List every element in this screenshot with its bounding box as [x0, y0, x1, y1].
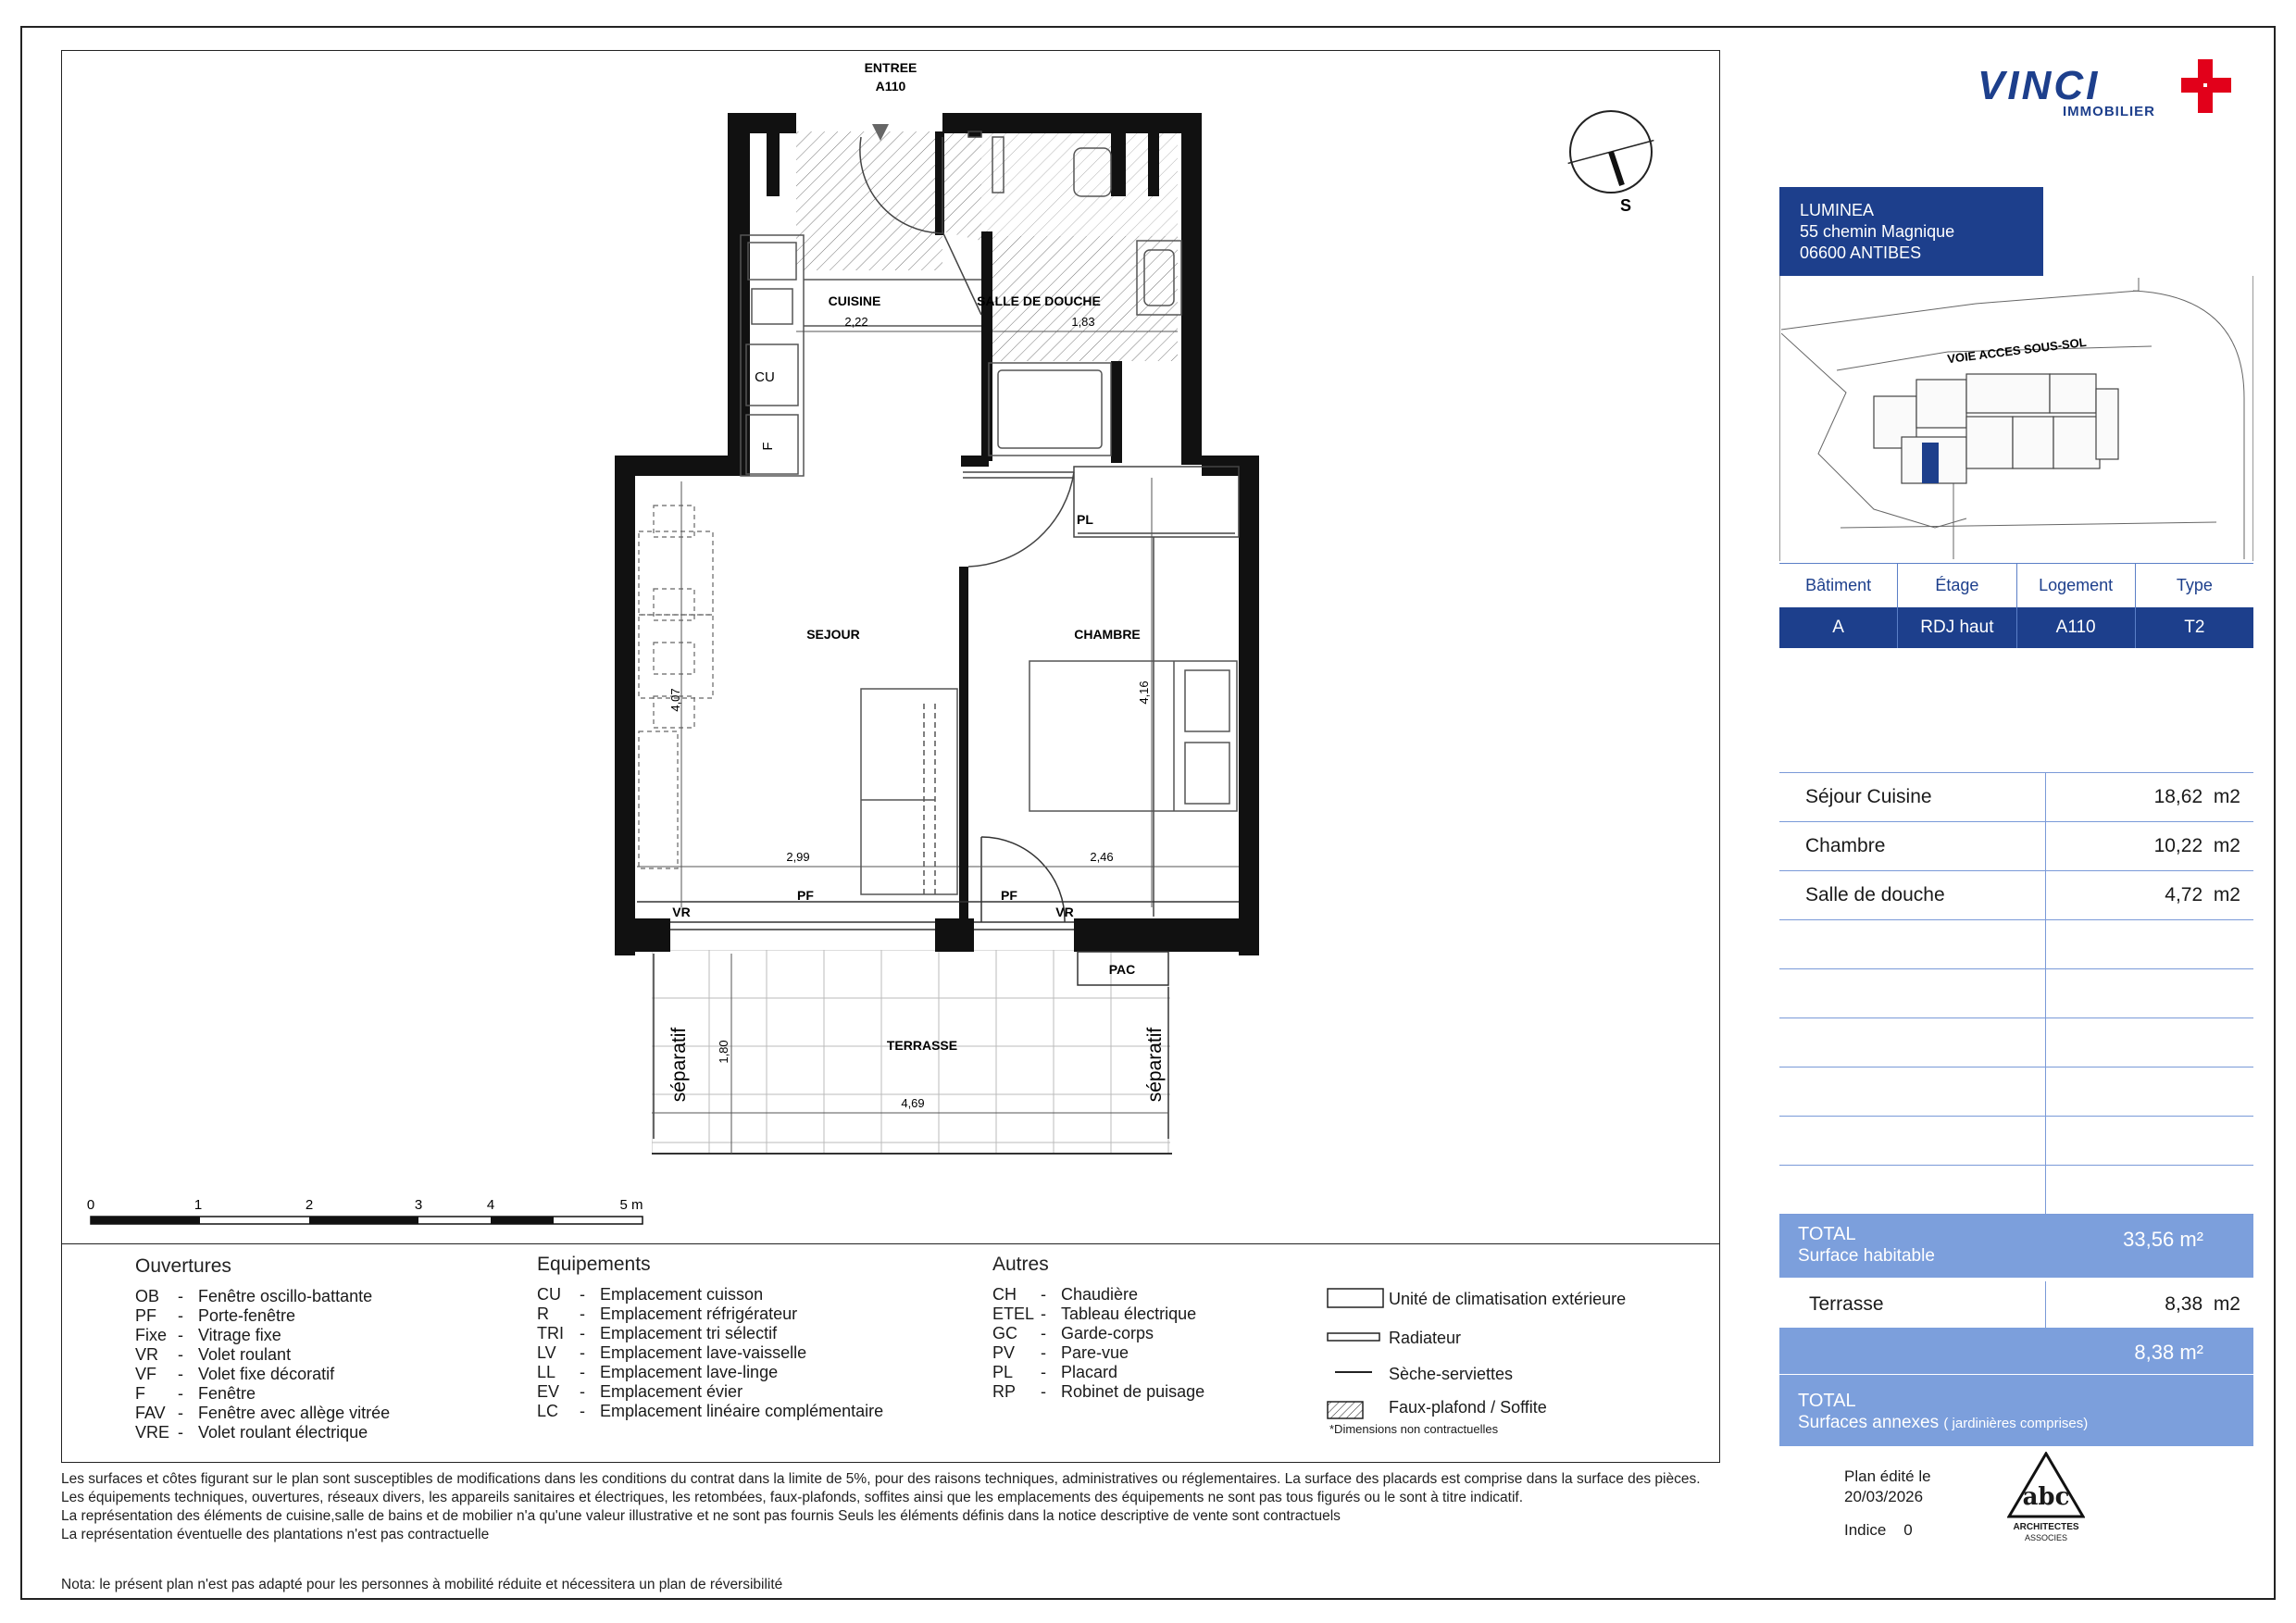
note-line: Les surfaces et côtes figurant sur le plan sont susceptibles de modifications dans les conditions du contrat dans la limite de 5%, pour des raisons techniques, administratives ou réglementaires. La surface des placards est comprise dans la surface des pièces.: [61, 1471, 1701, 1487]
bedroom-door: [963, 472, 1074, 567]
header-logement: Logement: [2017, 564, 2136, 608]
surface-row-empty: [1779, 1166, 2253, 1215]
legend-item: GC - Garde-corps: [992, 1324, 1154, 1342]
scale-label-3: 3: [414, 1197, 423, 1213]
total-habitable-sub: Surface habitable: [1798, 1246, 1935, 1266]
value-batiment: A: [1779, 607, 1898, 648]
legend-item: LL - Emplacement lave-linge: [537, 1363, 779, 1381]
room-pac: PAC: [1108, 962, 1136, 977]
legend-item: CH - Chaudière: [992, 1285, 1139, 1304]
value-etage: RDJ haut: [1898, 607, 2016, 648]
compass-label: S: [1619, 196, 1632, 215]
legend-item: Fixe - Vitrage fixe: [135, 1326, 281, 1344]
surface-row: Séjour Cuisine 18,62 m2: [1779, 773, 2253, 822]
total-annexes-sub: Surfaces annexes: [1798, 1413, 1940, 1432]
total-annexes-value: 8,38 m²: [2134, 1341, 2203, 1364]
total-annexes-note: ( jardinières comprises): [1943, 1416, 2089, 1431]
dim-cuisine: 2,22: [844, 315, 868, 329]
room-sejour: SEJOUR: [806, 627, 860, 642]
opening-pf-chambre: PF: [1001, 888, 1017, 903]
legend-item: PF - Porte-fenêtre: [135, 1306, 296, 1325]
legend-item: VRE - Volet roulant électrique: [135, 1423, 368, 1442]
brand-name: VINCI: [1978, 63, 2101, 108]
scale-bar: [91, 1217, 643, 1224]
legend-symbols: [1324, 1283, 1389, 1422]
legend-faux-plafond: Faux-plafond / Soffite: [1389, 1398, 1547, 1417]
architect-logo-text: abc: [2022, 1483, 2070, 1511]
project-address2: 06600 ANTIBES: [1800, 243, 1922, 262]
legend-item: LC - Emplacement linéaire complémentaire: [537, 1402, 884, 1420]
unit-location-marker: [1922, 443, 1939, 483]
header-batiment: Bâtiment: [1779, 564, 1898, 608]
legend-radiateur: Radiateur: [1389, 1329, 1462, 1347]
room-salle-de-douche: SALLE DE DOUCHE: [977, 293, 1101, 308]
header-type: Type: [2176, 576, 2213, 594]
brand-sub: IMMOBILIER: [2063, 104, 2155, 119]
room-terrasse: TERRASSE: [886, 1038, 958, 1053]
scale-label-2: 2: [305, 1197, 314, 1213]
note-line: Les équipements techniques, ouvertures, réseaux divers, les appareils sanitaires et électriques, les retombées, faux-plafonds, soffites ainsi que les emplacements des équipements ne sont pas tous figurés ou le sont à titre indicatif.: [61, 1490, 1524, 1505]
total-habitable-value: 33,56 m²: [2123, 1228, 2203, 1251]
legend-equipements-list: [537, 1285, 883, 1421]
radiator-icon: [1328, 1333, 1379, 1341]
dim-terrasse-depth: 1,80: [717, 1040, 730, 1064]
edition-info: [1844, 1467, 1931, 1541]
architect-sub: ASSOCIES: [2024, 1533, 2067, 1542]
value-logement: A110: [2017, 607, 2136, 648]
legend-autres-title: Autres: [992, 1254, 1049, 1275]
room-chambre: CHAMBRE: [1074, 627, 1141, 642]
note-line: La représentation des éléments de cuisine,salle de bains et de mobilier n'a qu'une valeur illustrative et ne sont pas fournis Seuls les éléments définis dans la notice descriptive de vente sont contractuels: [61, 1508, 1341, 1524]
unit-table-values: [1779, 607, 2253, 648]
project-info: [1779, 187, 2043, 276]
annex-row: Terrasse 8,38 m2: [1779, 1281, 2253, 1328]
project-name: LUMINEA: [1800, 201, 1875, 219]
dining-furniture: [639, 506, 713, 868]
total-habitable-label: TOTAL: [1798, 1224, 1856, 1244]
edition-label: Plan édité le: [1844, 1467, 1931, 1485]
legend-item: CU - Emplacement cuisson: [537, 1285, 764, 1304]
legend-item: ETEL - Tableau électrique: [992, 1305, 1197, 1323]
legend-equipements-title: Equipements: [537, 1254, 651, 1275]
opening-vr-chambre: VR: [1055, 905, 1074, 919]
legend-autres-list: [992, 1285, 1204, 1402]
note-pmr: Nota: le présent plan n'est pas adapté pour les personnes à mobilité réduite et nécessitera un plan de réversibilité: [61, 1577, 783, 1592]
separatif-right: séparatif: [1144, 1027, 1166, 1103]
surface-row-empty: [1779, 969, 2253, 1018]
entry-unit: A110: [875, 79, 906, 94]
surface-row-empty: [1779, 1117, 2253, 1166]
legend-item: FAV - Fenêtre avec allège vitrée: [135, 1404, 391, 1422]
opening-pf-sejour: PF: [797, 888, 814, 903]
site-road-label: VOIE ACCES SOUS-SOL: [1946, 334, 2088, 367]
notes: [61, 1470, 1701, 1544]
total-annexes-sub-line: [1798, 1413, 2088, 1433]
room-cuisine: CUISINE: [828, 293, 881, 308]
scale-label-0: 0: [86, 1197, 95, 1213]
architect-name: ARCHITECTES: [2013, 1522, 2079, 1532]
project-address1: 55 chemin Magnique: [1800, 222, 1955, 241]
scale-label-5: 5 m: [619, 1197, 643, 1213]
vinci-logo: [1978, 57, 2237, 126]
bed: [1029, 661, 1237, 811]
separatif-left: séparatif: [668, 1027, 690, 1103]
dim-chambre-width: 2,46: [1090, 850, 1114, 864]
legend-item: TRI - Emplacement tri sélectif: [537, 1324, 778, 1342]
surface-row-empty: [1779, 1018, 2253, 1067]
legend-item: F - Fenêtre: [135, 1384, 256, 1403]
scale-label-1: 1: [193, 1197, 203, 1213]
legend-item: OB - Fenêtre oscillo-battante: [135, 1287, 373, 1305]
dim-terrasse-width: 4,69: [901, 1096, 925, 1110]
legend-item: PL - Placard: [992, 1363, 1118, 1381]
legend-item: VR - Volet roulant: [135, 1345, 292, 1364]
architect-logo: [2000, 1452, 2092, 1548]
equip-f: F: [760, 442, 776, 451]
equip-cu: CU: [755, 369, 775, 385]
openings: [637, 837, 1239, 930]
room-pl: PL: [1077, 512, 1093, 527]
value-type: T2: [2184, 618, 2205, 637]
surface-row-empty: [1779, 920, 2253, 969]
entry-label: ENTREE: [864, 60, 917, 75]
legend-item: LV - Emplacement lave-vaisselle: [537, 1343, 807, 1362]
surface-row: Chambre 10,22 m2: [1779, 822, 2253, 871]
note-line: La représentation éventuelle des plantations n'est pas contractuelle: [61, 1527, 490, 1542]
site-plan: [1781, 278, 2252, 559]
legend-item: PV - Pare-vue: [992, 1343, 1129, 1362]
dim-douche: 1,83: [1071, 315, 1095, 329]
legend-item: EV - Emplacement évier: [537, 1382, 743, 1401]
dim-sejour-width: 2,99: [786, 850, 810, 864]
legend-clim: Unité de climatisation extérieure: [1389, 1290, 1627, 1308]
header-etage: Étage: [1898, 564, 2016, 608]
total-annexes-divider: [1779, 1374, 2253, 1375]
dim-chambre-depth: 4,16: [1137, 680, 1151, 705]
legend-seche: Sèche-serviettes: [1389, 1365, 1514, 1383]
surface-row: Salle de douche 4,72 m2: [1779, 871, 2253, 920]
legend-ouvertures-list: [135, 1287, 390, 1442]
legend-ouvertures-title: Ouvertures: [135, 1255, 231, 1277]
faux-plafond-icon: [1328, 1402, 1363, 1418]
legend-item: R - Emplacement réfrigérateur: [537, 1305, 798, 1323]
opening-vr-sejour: VR: [672, 905, 691, 919]
kitchen-counter: [741, 235, 981, 476]
sofa: [861, 689, 957, 894]
edition-date: 20/03/2026: [1844, 1488, 1924, 1505]
surface-row-empty: [1779, 1067, 2253, 1117]
total-habitable: [1779, 1215, 2253, 1278]
total-annexes: [1779, 1328, 2253, 1446]
vinci-cross-icon: [2179, 57, 2235, 117]
total-annexes-label: TOTAL: [1798, 1391, 1856, 1411]
legend-item: VF - Volet fixe décoratif: [135, 1365, 335, 1383]
edition-indice: Indice 0: [1844, 1521, 1913, 1539]
clim-symbol-icon: [1328, 1289, 1383, 1307]
legend-dimensions-note: *Dimensions non contractuelles: [1329, 1422, 1499, 1436]
compass-icon: [1568, 111, 1654, 193]
unit-table-header: [1779, 563, 2253, 609]
scale-label-4: 4: [486, 1197, 495, 1213]
dim-sejour-depth: 4,07: [668, 688, 682, 712]
legend-item: RP - Robinet de puisage: [992, 1382, 1205, 1401]
